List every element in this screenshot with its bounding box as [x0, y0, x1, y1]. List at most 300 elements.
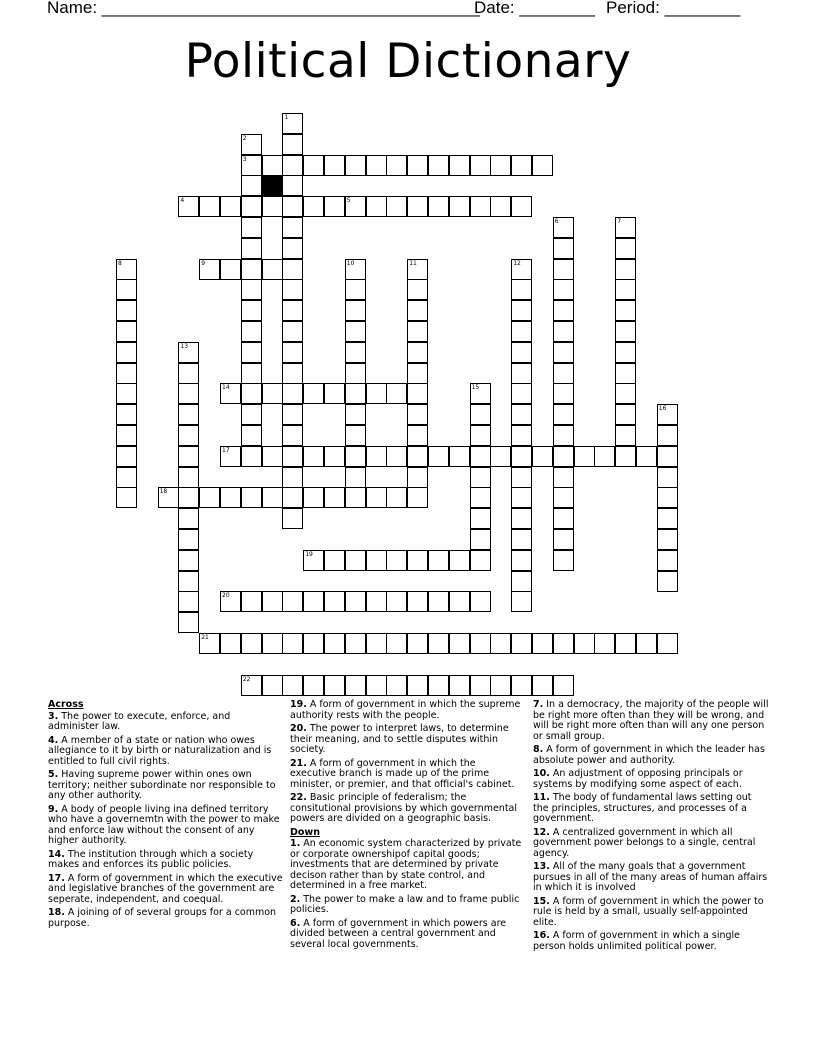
crossword-cell[interactable] — [178, 342, 199, 363]
clue-number: 11 — [409, 259, 417, 267]
clue-number: 15. — [533, 895, 550, 907]
crossword-cell[interactable] — [241, 217, 262, 238]
crossword-cell[interactable] — [241, 633, 262, 654]
crossword-cell[interactable] — [262, 383, 283, 404]
across-clues-list — [48, 712, 284, 930]
crossword-cell[interactable] — [366, 633, 387, 654]
crossword-cell[interactable] — [178, 550, 199, 571]
crossword-cell[interactable] — [262, 591, 283, 612]
crossword-cell[interactable] — [657, 467, 678, 488]
crossword-cell[interactable] — [220, 633, 241, 654]
crossword-cell[interactable] — [636, 633, 657, 654]
crossword-cell[interactable] — [511, 383, 532, 404]
crossword-cell[interactable] — [553, 529, 574, 550]
crossword-cell[interactable] — [407, 300, 428, 321]
crossword-cell[interactable] — [220, 591, 241, 612]
crossword-cell[interactable] — [386, 446, 407, 467]
clue-number: 18. — [48, 907, 65, 918]
crossword-cell[interactable] — [470, 487, 491, 508]
crossword-cell[interactable] — [407, 467, 428, 488]
crossword-cell[interactable] — [553, 383, 574, 404]
crossword-cell[interactable] — [366, 155, 387, 176]
crossword-cell[interactable] — [657, 571, 678, 592]
crossword-cell[interactable] — [282, 300, 303, 321]
crossword-cell[interactable] — [657, 425, 678, 446]
clue-item — [533, 769, 769, 790]
crossword-cell[interactable] — [303, 155, 324, 176]
crossword-cell[interactable] — [511, 363, 532, 384]
crossword-cell[interactable] — [241, 487, 262, 508]
crossword-cell[interactable] — [470, 196, 491, 217]
crossword-cell[interactable] — [657, 508, 678, 529]
crossword-cell[interactable] — [199, 633, 220, 654]
crossword-cell[interactable] — [241, 279, 262, 300]
crossword-cell[interactable] — [303, 550, 324, 571]
crossword-cell[interactable] — [407, 591, 428, 612]
crossword-cell[interactable] — [407, 675, 428, 696]
crossword-cell[interactable] — [553, 467, 574, 488]
crossword-cell[interactable] — [199, 259, 220, 280]
crossword-cell[interactable] — [428, 196, 449, 217]
crossword-cell[interactable] — [449, 446, 470, 467]
crossword-cell[interactable] — [470, 425, 491, 446]
crossword-cell[interactable] — [553, 279, 574, 300]
crossword-cell[interactable] — [178, 446, 199, 467]
crossword-cell[interactable] — [407, 279, 428, 300]
crossword-cell[interactable] — [366, 196, 387, 217]
crossword-cell[interactable] — [282, 446, 303, 467]
crossword-cell[interactable] — [282, 279, 303, 300]
crossword-cell[interactable] — [178, 529, 199, 550]
crossword-cell[interactable] — [366, 591, 387, 612]
clue-item — [533, 793, 769, 825]
crossword-cell[interactable] — [282, 155, 303, 176]
crossword-cell[interactable] — [178, 425, 199, 446]
crossword-cell[interactable] — [428, 155, 449, 176]
name-field[interactable]: Name: ________________________________________ — [47, 0, 480, 17]
crossword-cell[interactable] — [345, 196, 366, 217]
crossword-cell[interactable] — [470, 591, 491, 612]
crossword-cell[interactable] — [386, 675, 407, 696]
clue-item — [290, 839, 522, 892]
crossword-cell[interactable] — [470, 404, 491, 425]
crossword-cell[interactable] — [241, 446, 262, 467]
crossword-cell[interactable] — [345, 404, 366, 425]
crossword-cell[interactable] — [511, 487, 532, 508]
crossword-cell[interactable] — [615, 446, 636, 467]
crossword-cell[interactable] — [553, 321, 574, 342]
crossword-cell[interactable] — [116, 363, 137, 384]
crossword-cell[interactable] — [386, 196, 407, 217]
crossword-cell[interactable] — [282, 508, 303, 529]
crossword-cell[interactable] — [657, 404, 678, 425]
crossword-cell[interactable] — [553, 550, 574, 571]
crossword-cell[interactable] — [553, 217, 574, 238]
crossword-cell[interactable] — [178, 612, 199, 633]
crossword-cell[interactable] — [241, 134, 262, 155]
crossword-cell[interactable] — [553, 633, 574, 654]
crossword-cell[interactable] — [553, 446, 574, 467]
clues-column-3 — [533, 700, 769, 955]
clue-text: A form of government in which the leader has absolute power and authority. — [533, 744, 765, 766]
across-clues-list-continued — [290, 700, 522, 825]
crossword-cell[interactable] — [241, 425, 262, 446]
clue-number: 4 — [180, 197, 185, 205]
crossword-cell[interactable] — [511, 196, 532, 217]
crossword-cell[interactable] — [615, 342, 636, 363]
crossword-cell[interactable] — [615, 279, 636, 300]
crossword-cell[interactable] — [116, 300, 137, 321]
crossword-cell[interactable] — [553, 404, 574, 425]
crossword-cell[interactable] — [428, 446, 449, 467]
crossword-cell[interactable] — [282, 363, 303, 384]
crossword-cell[interactable] — [511, 675, 532, 696]
crossword-cell[interactable] — [553, 300, 574, 321]
crossword-cell[interactable] — [241, 404, 262, 425]
crossword-cell[interactable] — [657, 529, 678, 550]
crossword-cell[interactable] — [511, 550, 532, 571]
crossword-cell[interactable] — [282, 342, 303, 363]
crossword-cell[interactable] — [303, 446, 324, 467]
crossword-cell[interactable] — [282, 113, 303, 134]
crossword-cell[interactable] — [241, 155, 262, 176]
crossword-cell[interactable] — [282, 175, 303, 196]
crossword-cell[interactable] — [345, 259, 366, 280]
crossword-cell[interactable] — [470, 446, 491, 467]
crossword-cell[interactable] — [282, 467, 303, 488]
crossword-cell[interactable] — [366, 487, 387, 508]
crossword-cell[interactable] — [407, 383, 428, 404]
crossword-cell[interactable] — [282, 404, 303, 425]
crossword-cell[interactable] — [511, 425, 532, 446]
crossword-cell[interactable] — [345, 342, 366, 363]
crossword-cell[interactable] — [594, 633, 615, 654]
crossword-cell[interactable] — [511, 591, 532, 612]
crossword-cell[interactable] — [199, 196, 220, 217]
crossword-cell[interactable] — [511, 404, 532, 425]
crossword-cell[interactable] — [178, 196, 199, 217]
crossword-cell[interactable] — [241, 196, 262, 217]
crossword-cell[interactable] — [241, 383, 262, 404]
crossword-cell[interactable] — [345, 487, 366, 508]
crossword-cell[interactable] — [116, 279, 137, 300]
crossword-cell[interactable] — [262, 446, 283, 467]
crossword-cell[interactable] — [324, 675, 345, 696]
crossword-cell[interactable] — [407, 342, 428, 363]
crossword-cell[interactable] — [386, 591, 407, 612]
crossword-cell[interactable] — [511, 321, 532, 342]
crossword-cell[interactable] — [116, 487, 137, 508]
clue-number: 2 — [242, 134, 247, 142]
crossword-cell[interactable] — [199, 487, 220, 508]
crossword-cell[interactable] — [490, 196, 511, 217]
crossword-cell[interactable] — [386, 550, 407, 571]
crossword-cell[interactable] — [615, 217, 636, 238]
crossword-cell[interactable] — [407, 404, 428, 425]
crossword-cell[interactable] — [532, 155, 553, 176]
crossword-cell[interactable] — [574, 446, 595, 467]
crossword-cell[interactable] — [178, 591, 199, 612]
crossword-cell[interactable] — [345, 300, 366, 321]
crossword-cell[interactable] — [345, 383, 366, 404]
crossword-cell[interactable] — [470, 508, 491, 529]
crossword-cell[interactable] — [241, 300, 262, 321]
crossword-cell[interactable] — [178, 571, 199, 592]
crossword-cell[interactable] — [220, 446, 241, 467]
crossword-cell[interactable] — [657, 446, 678, 467]
crossword-cell[interactable] — [407, 550, 428, 571]
clue-number: 5 — [346, 197, 351, 205]
clue-number: 21. — [290, 757, 307, 769]
crossword-cell[interactable] — [282, 238, 303, 259]
crossword-cell[interactable] — [116, 321, 137, 342]
crossword-cell[interactable] — [636, 446, 657, 467]
crossword-cell[interactable] — [532, 675, 553, 696]
crossword-cell[interactable] — [470, 550, 491, 571]
crossword-cell[interactable] — [657, 633, 678, 654]
crossword-cell[interactable] — [511, 279, 532, 300]
crossword-cell[interactable] — [470, 155, 491, 176]
clue-number: 15 — [471, 384, 480, 392]
crossword-cell[interactable] — [220, 196, 241, 217]
crossword-cell[interactable] — [553, 238, 574, 259]
clue-text: The institution through which a society makes and enforces its public policies. — [48, 848, 254, 870]
crossword-cell[interactable] — [615, 425, 636, 446]
crossword-cell[interactable] — [366, 383, 387, 404]
crossword-cell[interactable] — [511, 467, 532, 488]
crossword-cell[interactable] — [345, 279, 366, 300]
crossword-cell[interactable] — [324, 550, 345, 571]
crossword-cell[interactable] — [553, 508, 574, 529]
crossword-cell[interactable] — [657, 487, 678, 508]
crossword-cell[interactable] — [511, 155, 532, 176]
crossword-cell[interactable] — [262, 675, 283, 696]
clue-number: 7. — [533, 699, 544, 710]
crossword-cell[interactable] — [178, 508, 199, 529]
crossword-cell[interactable] — [470, 529, 491, 550]
clue-item — [533, 862, 769, 894]
crossword-cell[interactable] — [324, 487, 345, 508]
crossword-cell[interactable] — [594, 446, 615, 467]
crossword-cell[interactable] — [158, 487, 179, 508]
crossword-cell[interactable] — [262, 633, 283, 654]
crossword-cell[interactable] — [345, 155, 366, 176]
clue-text: Having supreme power within ones own territory; neither subordinate nor responsible to any other authority. — [48, 769, 276, 801]
clue-text: The body of fundamental laws setting out the principles, structures, and processes of a government. — [533, 792, 752, 824]
crossword-cell[interactable] — [345, 675, 366, 696]
crossword-cell[interactable] — [470, 383, 491, 404]
crossword-cell[interactable] — [511, 508, 532, 529]
clue-number: 3 — [242, 155, 247, 163]
crossword-cell[interactable] — [511, 571, 532, 592]
date-field[interactable]: Date: ________ — [474, 0, 595, 17]
crossword-cell[interactable] — [490, 446, 511, 467]
crossword-cell[interactable] — [553, 363, 574, 384]
crossword-cell[interactable] — [407, 196, 428, 217]
crossword-cell[interactable] — [470, 675, 491, 696]
crossword-cell[interactable] — [511, 529, 532, 550]
crossword-cell[interactable] — [324, 155, 345, 176]
crossword-cell[interactable] — [490, 633, 511, 654]
clue-number: 4. — [48, 734, 59, 746]
crossword-cell[interactable] — [282, 259, 303, 280]
crossword-cell[interactable] — [345, 550, 366, 571]
crossword-cell[interactable] — [324, 633, 345, 654]
crossword-cell[interactable] — [282, 633, 303, 654]
crossword-cell[interactable] — [386, 383, 407, 404]
period-field[interactable]: Period: ________ — [606, 0, 741, 17]
crossword-cell[interactable] — [241, 675, 262, 696]
crossword-cell[interactable] — [262, 487, 283, 508]
crossword-cell[interactable] — [178, 487, 199, 508]
crossword-cell[interactable] — [407, 487, 428, 508]
crossword-cell[interactable] — [407, 321, 428, 342]
crossword-cell[interactable] — [241, 591, 262, 612]
clue-number: 18 — [159, 488, 168, 496]
crossword-cell[interactable] — [262, 155, 283, 176]
crossword-cell[interactable] — [553, 259, 574, 280]
clue-text: A form of government in which the executive branch is made up of the prime minister, or premier, and that official's cabinet. — [290, 757, 515, 790]
crossword-cell[interactable] — [282, 134, 303, 155]
crossword-cell[interactable] — [241, 238, 262, 259]
crossword-cell[interactable] — [553, 487, 574, 508]
crossword-cell[interactable] — [407, 363, 428, 384]
crossword-cell[interactable] — [428, 675, 449, 696]
crossword-cell[interactable] — [324, 196, 345, 217]
crossword-cell[interactable] — [324, 383, 345, 404]
crossword-cell[interactable] — [615, 404, 636, 425]
crossword-cell[interactable] — [116, 383, 137, 404]
crossword-cell[interactable] — [407, 155, 428, 176]
crossword-cell[interactable] — [282, 675, 303, 696]
crossword-cell[interactable] — [615, 321, 636, 342]
crossword-cell[interactable] — [303, 487, 324, 508]
crossword-cell[interactable] — [116, 259, 137, 280]
crossword-cell[interactable] — [282, 217, 303, 238]
crossword-cell[interactable] — [386, 633, 407, 654]
crossword-cell[interactable] — [178, 467, 199, 488]
crossword-cell[interactable] — [282, 591, 303, 612]
crossword-cell[interactable] — [303, 383, 324, 404]
crossword-cell[interactable] — [407, 259, 428, 280]
crossword-cell[interactable] — [241, 321, 262, 342]
crossword-cell[interactable] — [449, 633, 470, 654]
crossword-cell[interactable] — [449, 196, 470, 217]
crossword-cell[interactable] — [262, 196, 283, 217]
crossword-cell[interactable] — [262, 259, 283, 280]
crossword-cell[interactable] — [449, 591, 470, 612]
crossword-cell[interactable] — [303, 633, 324, 654]
crossword-cell[interactable] — [428, 550, 449, 571]
crossword-cell[interactable] — [615, 238, 636, 259]
crossword-cell[interactable] — [511, 633, 532, 654]
crossword-cell[interactable] — [407, 425, 428, 446]
crossword-cell[interactable] — [366, 446, 387, 467]
crossword-cell[interactable] — [178, 363, 199, 384]
crossword-cell[interactable] — [428, 633, 449, 654]
crossword-cell[interactable] — [241, 342, 262, 363]
crossword-cell[interactable] — [282, 487, 303, 508]
crossword-cell[interactable] — [220, 259, 241, 280]
crossword-cell[interactable] — [553, 675, 574, 696]
crossword-cell[interactable] — [511, 300, 532, 321]
crossword-cell[interactable] — [282, 425, 303, 446]
crossword-cell[interactable] — [303, 675, 324, 696]
crossword-cell[interactable] — [532, 446, 553, 467]
crossword-cell[interactable] — [366, 550, 387, 571]
crossword-cell[interactable] — [449, 550, 470, 571]
crossword-cell[interactable] — [470, 633, 491, 654]
crossword-cell[interactable] — [490, 675, 511, 696]
crossword-cell[interactable] — [345, 363, 366, 384]
crossword-cell[interactable] — [116, 467, 137, 488]
crossword-cell[interactable] — [241, 259, 262, 280]
crossword-cell[interactable] — [282, 321, 303, 342]
crossword-cell[interactable] — [324, 446, 345, 467]
crossword-cell[interactable] — [241, 363, 262, 384]
crossword-cell[interactable] — [303, 196, 324, 217]
crossword-cell[interactable] — [428, 591, 449, 612]
crossword-cell[interactable] — [449, 675, 470, 696]
crossword-cell[interactable] — [407, 633, 428, 654]
crossword-cell[interactable] — [553, 342, 574, 363]
crossword-cell[interactable] — [490, 155, 511, 176]
crossword-cell[interactable] — [220, 487, 241, 508]
crossword-cell[interactable] — [241, 175, 262, 196]
crossword-cell[interactable] — [345, 446, 366, 467]
crossword-cell[interactable] — [553, 425, 574, 446]
crossword-cell[interactable] — [345, 467, 366, 488]
clue-item — [48, 736, 284, 768]
crossword-cell[interactable] — [615, 363, 636, 384]
crossword-cell[interactable] — [178, 383, 199, 404]
clue-number: 20. — [290, 723, 307, 734]
crossword-cell[interactable] — [615, 300, 636, 321]
crossword-cell[interactable] — [282, 196, 303, 217]
crossword-cell[interactable] — [345, 425, 366, 446]
crossword-cell[interactable] — [116, 342, 137, 363]
crossword-cell[interactable] — [574, 633, 595, 654]
crossword-cell[interactable] — [345, 321, 366, 342]
clue-text: A body of people living ina defined territory who have a governemtn with the power to make and enforce law without the consent of any higher authority. — [48, 803, 280, 846]
crossword-cell[interactable] — [657, 550, 678, 571]
crossword-cell[interactable] — [386, 487, 407, 508]
crossword-cell[interactable] — [470, 467, 491, 488]
crossword-cell[interactable] — [449, 155, 470, 176]
crossword-cell[interactable] — [324, 591, 345, 612]
crossword-cell[interactable] — [345, 591, 366, 612]
crossword-cell[interactable] — [615, 633, 636, 654]
clue-item — [290, 895, 522, 916]
crossword-cell[interactable] — [116, 404, 137, 425]
crossword-cell[interactable] — [615, 259, 636, 280]
crossword-cell[interactable] — [116, 446, 137, 467]
crossword-cell[interactable] — [511, 259, 532, 280]
crossword-cell[interactable] — [178, 404, 199, 425]
crossword-cell[interactable] — [345, 633, 366, 654]
crossword-cell[interactable] — [116, 425, 137, 446]
crossword-cell[interactable] — [532, 633, 553, 654]
crossword-cell[interactable] — [220, 383, 241, 404]
crossword-cell[interactable] — [386, 155, 407, 176]
crossword-cell[interactable] — [511, 342, 532, 363]
crossword-cell[interactable] — [407, 446, 428, 467]
crossword-cell[interactable] — [615, 383, 636, 404]
crossword-cell[interactable] — [511, 446, 532, 467]
crossword-cell[interactable] — [282, 383, 303, 404]
crossword-cell[interactable] — [366, 675, 387, 696]
crossword-cell[interactable] — [303, 591, 324, 612]
